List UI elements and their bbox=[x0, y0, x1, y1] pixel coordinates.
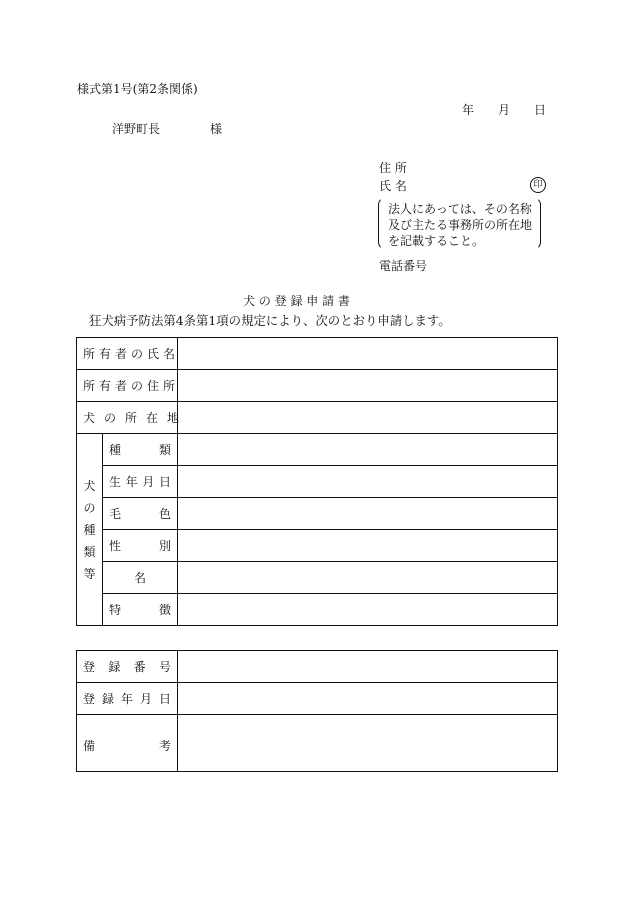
owner-name-field[interactable] bbox=[178, 338, 558, 370]
dog-info-table bbox=[76, 337, 558, 626]
group-char: 種 bbox=[83, 522, 96, 537]
label-char: 登 bbox=[83, 660, 96, 674]
group-char: 等 bbox=[83, 566, 96, 581]
registration-table bbox=[76, 650, 558, 772]
label-char: 徴 bbox=[159, 603, 172, 617]
dog-name-field[interactable] bbox=[178, 562, 558, 594]
features-field[interactable] bbox=[178, 594, 558, 626]
addressee bbox=[112, 123, 222, 135]
reg-date-field[interactable] bbox=[178, 683, 558, 715]
label-char: 録 bbox=[101, 692, 114, 706]
label-char: 毛 bbox=[109, 507, 122, 521]
remarks-field[interactable] bbox=[178, 715, 558, 772]
corporate-note-line: を記載すること。 bbox=[388, 234, 485, 248]
dog-name-label bbox=[103, 562, 178, 594]
group-char: の bbox=[83, 500, 96, 515]
date-month-label: 月 bbox=[497, 103, 510, 117]
table-row bbox=[77, 530, 558, 562]
label-char: 年 bbox=[125, 475, 138, 489]
reg-number-field[interactable] bbox=[178, 651, 558, 683]
label-char: 月 bbox=[142, 475, 155, 489]
label-char: 種 bbox=[109, 443, 122, 457]
label-char: 生 bbox=[109, 475, 122, 489]
table-row bbox=[77, 402, 558, 434]
seal-mark-icon: 印 bbox=[530, 177, 546, 193]
remarks-label bbox=[77, 715, 178, 772]
table-row bbox=[77, 338, 558, 370]
breed-label bbox=[103, 434, 178, 466]
label-char: 性 bbox=[109, 539, 122, 553]
table-row bbox=[77, 651, 558, 683]
label-char: 別 bbox=[159, 539, 172, 553]
reg-date-label bbox=[77, 683, 178, 715]
features-label bbox=[103, 594, 178, 626]
dog-location-label: 犬の所在地 bbox=[77, 402, 178, 434]
form-number: 様式第1号(第2条関係) bbox=[77, 82, 198, 96]
table-row bbox=[77, 715, 558, 772]
reg-number-label bbox=[77, 651, 178, 683]
label-char: 録 bbox=[108, 660, 121, 674]
owner-name-label: 所有者の氏名 bbox=[77, 338, 178, 370]
intro-text: 狂犬病予防法第4条第1項の規定により、次のとおり申請します。 bbox=[89, 313, 451, 328]
coat-color-label bbox=[103, 498, 178, 530]
table-row bbox=[77, 594, 558, 626]
document-title: 犬 の 登 録 申 請 書 bbox=[243, 294, 350, 308]
label-char: 考 bbox=[158, 739, 171, 753]
phone-label: 電話番号 bbox=[379, 259, 428, 273]
applicant-address-label: 住 所 bbox=[379, 161, 407, 175]
owner-address-label: 所有者の住所 bbox=[77, 370, 178, 402]
table-row bbox=[77, 562, 558, 594]
label-char: 登 bbox=[83, 692, 96, 706]
date-fields bbox=[462, 104, 546, 116]
label-char: 日 bbox=[158, 475, 171, 489]
table-row bbox=[77, 466, 558, 498]
applicant-name-label: 氏 名 bbox=[379, 179, 407, 193]
label-char: 年 bbox=[120, 692, 133, 706]
coat-color-field[interactable] bbox=[178, 498, 558, 530]
date-year-label: 年 bbox=[462, 103, 475, 117]
label-char: 名 bbox=[134, 571, 147, 585]
date-day-label: 日 bbox=[533, 103, 546, 117]
owner-address-field[interactable] bbox=[178, 370, 558, 402]
label-char: 日 bbox=[158, 692, 171, 706]
label-char: 月 bbox=[139, 692, 152, 706]
birth-date-field[interactable] bbox=[178, 466, 558, 498]
label-char: 備 bbox=[83, 739, 96, 753]
label-char: 類 bbox=[159, 443, 172, 457]
label-char: 番 bbox=[133, 660, 146, 674]
breed-field[interactable] bbox=[178, 434, 558, 466]
corporate-note-line: 法人にあっては、その名称 bbox=[388, 202, 532, 216]
table-row bbox=[77, 498, 558, 530]
corporate-note bbox=[378, 197, 541, 250]
group-char: 類 bbox=[83, 544, 96, 559]
label-char: 号 bbox=[158, 660, 171, 674]
label-char: 特 bbox=[109, 603, 122, 617]
group-char: 犬 bbox=[83, 478, 96, 493]
table-row bbox=[77, 370, 558, 402]
corporate-note-line: 及び主たる事務所の所在地 bbox=[388, 218, 533, 232]
table-row bbox=[77, 683, 558, 715]
addressee-name: 洋野町長 bbox=[112, 122, 161, 136]
sex-label bbox=[103, 530, 178, 562]
label-char: 色 bbox=[159, 507, 172, 521]
table-row bbox=[77, 434, 558, 466]
dog-location-field[interactable] bbox=[178, 402, 558, 434]
dog-type-group-label bbox=[77, 434, 103, 626]
birth-date-label bbox=[103, 466, 178, 498]
sex-field[interactable] bbox=[178, 530, 558, 562]
addressee-honorific: 様 bbox=[210, 122, 223, 136]
